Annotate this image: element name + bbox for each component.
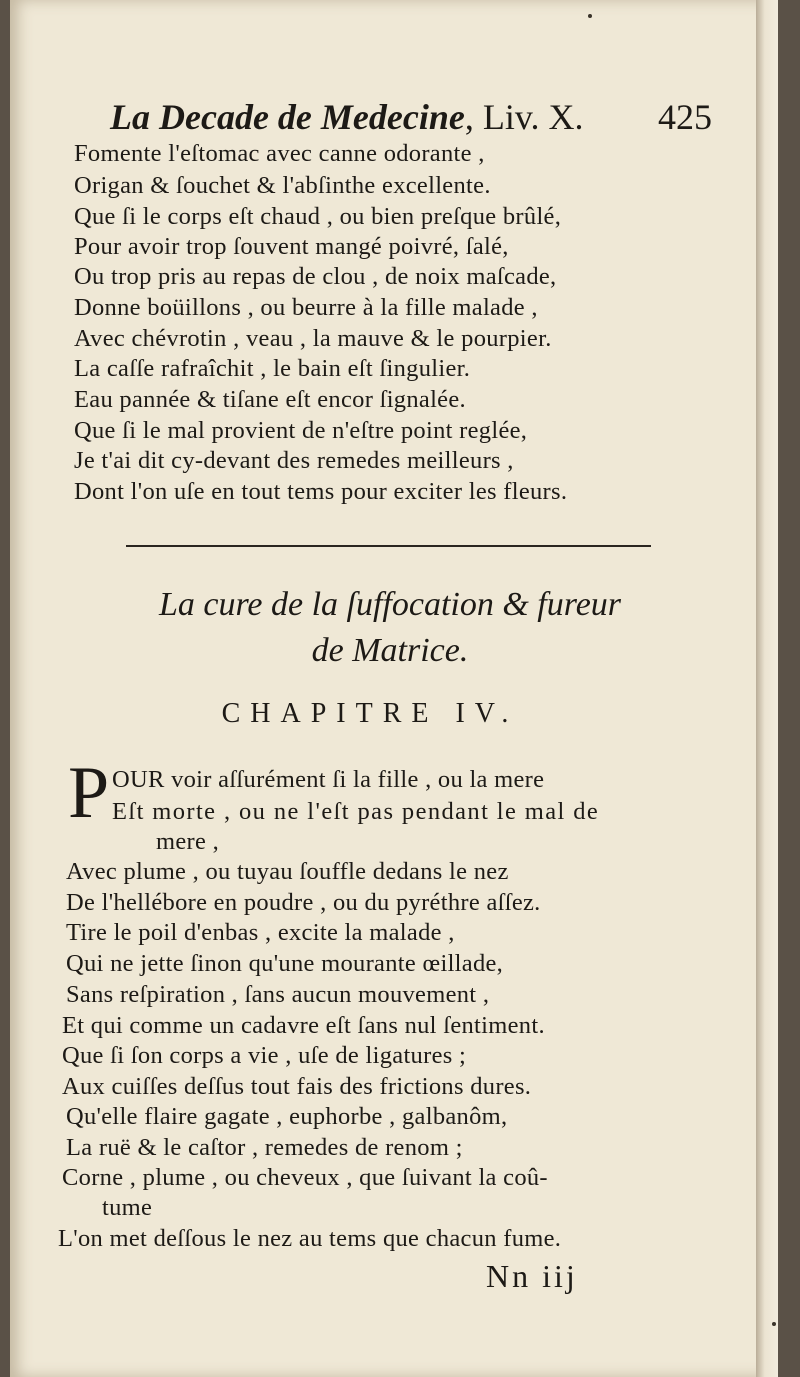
verse-line: Qu'elle flaire gagate , euphorbe , galbanôm, <box>66 1103 508 1130</box>
verse-line: Avec chévrotin , veau , la mauve & le pourpier. <box>74 325 552 352</box>
verse-line: Fomente l'eſtomac avec canne odorante , <box>74 140 485 167</box>
verse-line: Qui ne jette ſinon qu'une mourante œillade, <box>66 950 504 977</box>
verse-line: Pour avoir trop ſouvent mangé poivré, ſalé, <box>74 233 509 260</box>
verse-line: tume <box>102 1194 153 1221</box>
verse-line: La caſſe rafraîchit , le bain eſt ſingulier. <box>74 355 471 382</box>
verse-line: Donne boüillons , ou beurre à la fille malade , <box>74 294 538 321</box>
verse-line: Que ſi le corps eſt chaud , ou bien preſque brûlé, <box>74 203 562 230</box>
verse-line-first <box>112 766 762 794</box>
verse-line-first-rest: voir aſſurément ſi la fille , ou la mere <box>164 766 545 793</box>
chapter-title-line1: La cure de la ſuffocation & fureur <box>158 586 622 623</box>
page-number: 425 <box>658 97 712 137</box>
section-divider <box>126 545 651 547</box>
verse-line: Eau pannée & tiſane eſt encor ſignalée. <box>74 386 466 413</box>
verse-line: Et qui comme un cadavre eſt ſans nul ſentiment. <box>62 1012 545 1039</box>
verse-line: Origan & ſouchet & l'abſinthe excellente. <box>74 172 491 199</box>
verse-line-third: mere , <box>156 828 220 855</box>
verse-line: La ruë & le caſtor , remedes de renom ; <box>66 1134 463 1161</box>
page-edge-shadow <box>756 0 778 1377</box>
running-header <box>110 96 730 138</box>
verse-line: L'on met deſſous le nez au tems que chacun fume. <box>58 1225 562 1252</box>
drop-capital: P <box>68 752 110 834</box>
running-title: La Decade de Medecine <box>110 97 465 137</box>
verse-line: Tire le poil d'enbas , excite la malade , <box>66 919 455 946</box>
ink-speck <box>588 14 592 18</box>
verse-line: Que ſi ſon corps a vie , uſe de ligatures ; <box>62 1042 467 1069</box>
book-page <box>10 0 778 1377</box>
chapter-title-line2: de Matrice. <box>311 632 469 669</box>
opening-smallcaps: OUR <box>112 766 165 793</box>
verse-line: Que ſi le mal provient de n'eſtre point reglée, <box>74 417 528 444</box>
book-reference: , Liv. X. <box>464 97 584 137</box>
verse-line: De l'hellébore en poudre , ou du pyréthre aſſez. <box>66 889 541 916</box>
verse-line: Aux cuiſſes deſſus tout fais des frictions dures. <box>62 1073 532 1100</box>
verse-line: Dont l'on uſe en tout tems pour exciter les fleurs. <box>74 478 568 505</box>
verse-line: Avec plume , ou tuyau ſouffle dedans le nez <box>66 858 509 885</box>
verse-line: Ou trop pris au repas de clou , de noix maſcade, <box>74 263 557 290</box>
chapter-heading: CHAPITRE IV. <box>221 698 519 729</box>
catchword-signature: Nn iij <box>486 1258 578 1294</box>
verse-line: Corne , plume , ou cheveux , que ſuivant la coû- <box>62 1164 548 1191</box>
ink-speck <box>772 1322 776 1326</box>
verse-line-second: Eſt morte , ou ne l'eſt pas pendant le mal de <box>112 798 600 825</box>
verse-line: Je t'ai dit cy-devant des remedes meilleurs , <box>74 447 514 474</box>
verse-line: Sans reſpiration , ſans aucun mouvement , <box>66 981 490 1008</box>
